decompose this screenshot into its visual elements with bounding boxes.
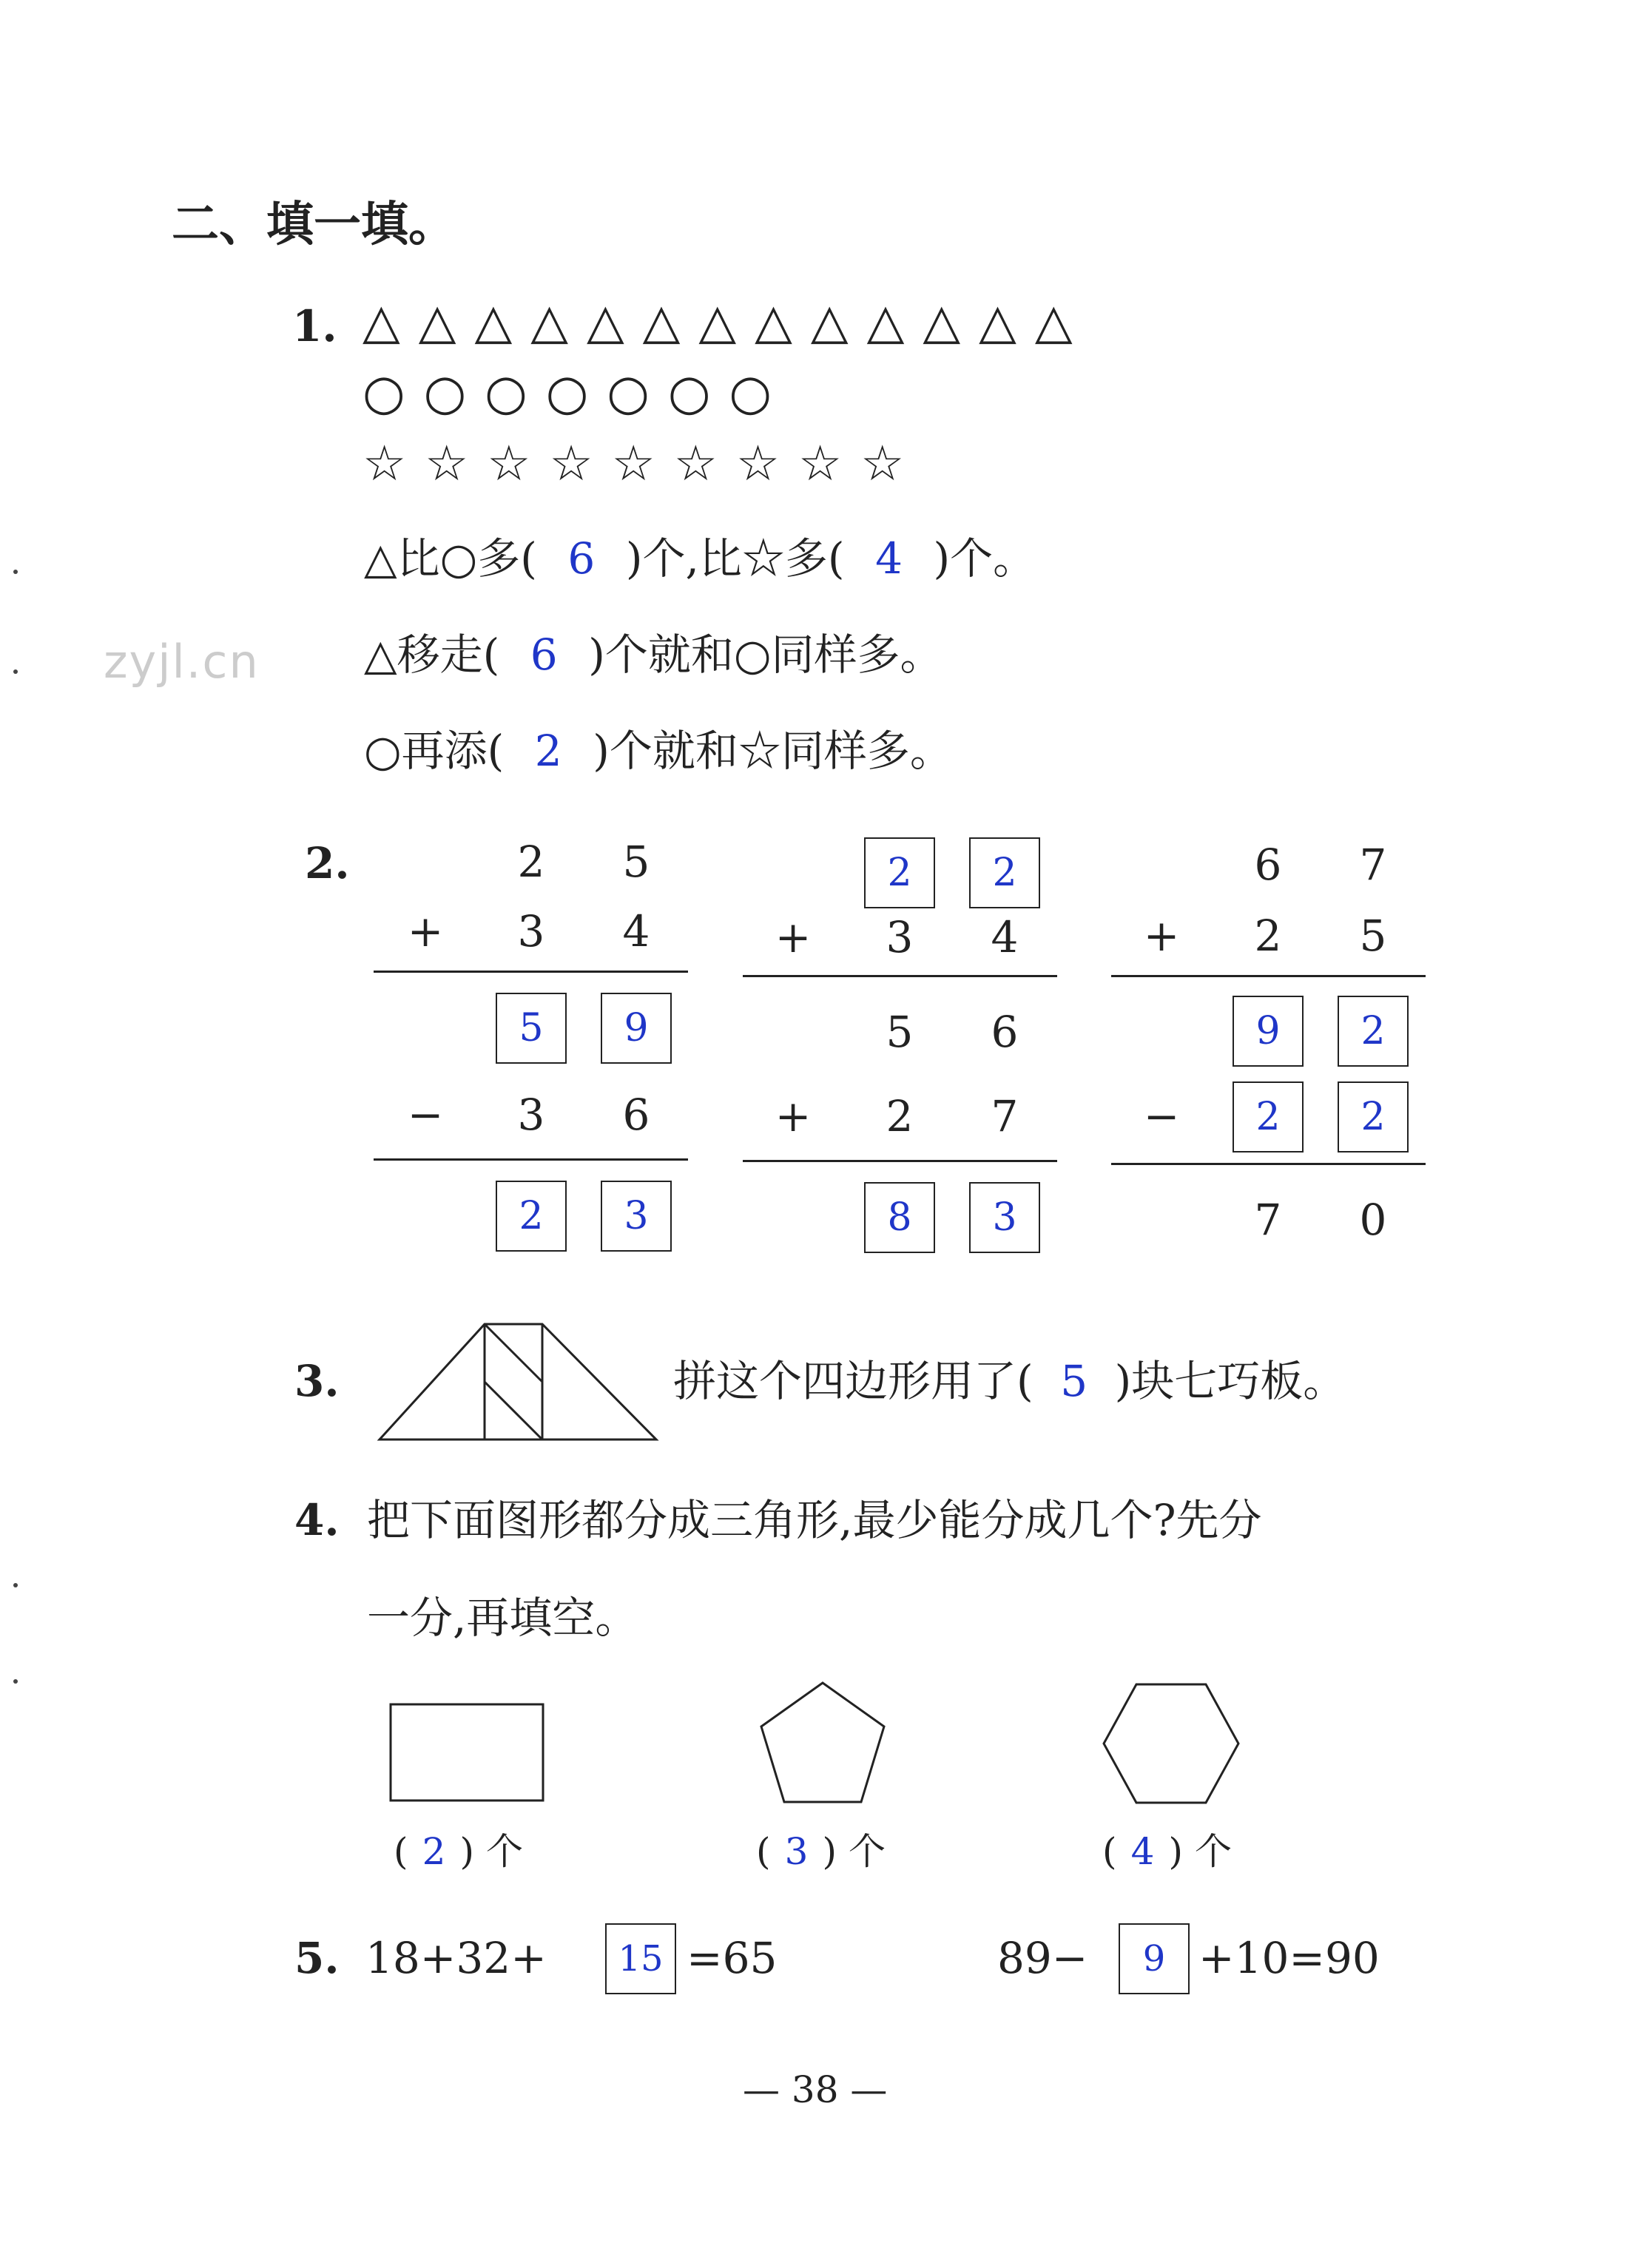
col1-top-ones: 5: [622, 837, 650, 887]
col1-sub-ones: 6: [622, 1090, 650, 1140]
pentagon-shape: [756, 1679, 889, 1808]
q4-label: 4.: [294, 1495, 340, 1545]
pentagon-answer: 3: [784, 1830, 809, 1873]
col2-plus-sign-2: +: [775, 1091, 812, 1141]
q4-line1: 把下面图形都分成三角形,最少能分成几个?先分: [367, 1495, 1262, 1545]
q1-line3: [364, 726, 953, 776]
col2-sub-tens: 2: [886, 1091, 914, 1141]
q5-eq1-left: 18+32+: [365, 1933, 547, 1983]
col2-mid-ones: 6: [991, 1007, 1019, 1057]
col3-rule-1: [1111, 975, 1426, 977]
page-number: — 38 —: [743, 2068, 888, 2111]
col2-sub-ones: 7: [991, 1091, 1019, 1141]
col3-res-tens: 7: [1254, 1195, 1282, 1245]
q1-line2-text-a: △移走(: [364, 630, 500, 680]
q4-rectangle-answer: ( 2 ) 个: [394, 1830, 523, 1873]
col1-rule-1: [374, 971, 688, 973]
rectangle-answer: 2: [422, 1830, 446, 1873]
col1-minus-sign: −: [407, 1090, 444, 1140]
q4-line2: 一分,再填空。: [367, 1593, 638, 1643]
q1-answer-1: 6: [567, 533, 596, 584]
q5-eq2-right: +10=90: [1198, 1933, 1380, 1983]
q3-text: [673, 1356, 1346, 1406]
col2-rule-1: [743, 975, 1057, 977]
col3-mid-tens-box: 9: [1233, 996, 1304, 1067]
q1-line1: [364, 533, 1036, 584]
q1-line1-text-c: )个。: [933, 533, 1036, 584]
q1-line1-text-a: △比○多(: [364, 533, 537, 584]
watermark: zyjl.cn: [104, 635, 260, 689]
hexagon-answer: 4: [1130, 1830, 1155, 1873]
col3-sub-tens-box: 2: [1233, 1081, 1304, 1152]
col1-add-tens: 3: [517, 906, 545, 956]
q3-text-b: )块七巧板。: [1114, 1356, 1346, 1406]
hexagon-unit: 个: [1194, 1830, 1232, 1873]
col3-rule-2: [1111, 1163, 1426, 1165]
q2-label: 2.: [305, 838, 350, 888]
q1-answer-3: 6: [530, 630, 558, 680]
col2-rule-2: [743, 1160, 1057, 1162]
q1-label: 1.: [292, 301, 337, 351]
col1-res-tens-box: 2: [496, 1181, 567, 1252]
q4-pentagon-answer: ( 3 ) 个: [756, 1830, 886, 1873]
col2-add-ones: 4: [991, 912, 1019, 962]
col2-res-ones-box: 3: [969, 1182, 1040, 1253]
col1-add-ones: 4: [622, 906, 650, 956]
q1-line1-text-b: )个,比☆多(: [625, 533, 845, 584]
q5-label: 5.: [294, 1933, 340, 1983]
q1-answer-4: 2: [534, 726, 562, 776]
col3-add-tens: 2: [1254, 911, 1282, 961]
q3-label: 3.: [294, 1356, 340, 1406]
col1-mid-ones-box: 9: [601, 993, 672, 1064]
col2-top-tens-box: 2: [864, 837, 935, 908]
scan-dot: [13, 570, 18, 574]
scan-dot: [13, 1583, 18, 1587]
q5-eq1-right: =65: [687, 1933, 778, 1983]
col3-add-ones: 5: [1359, 911, 1387, 961]
pentagon-unit: 个: [848, 1830, 886, 1873]
col3-top-ones: 7: [1359, 840, 1387, 890]
star-row: ☆ ☆ ☆ ☆ ☆ ☆ ☆ ☆ ☆: [363, 435, 906, 492]
col1-sub-tens: 3: [517, 1090, 545, 1140]
rectangle-shape: [388, 1701, 547, 1805]
col1-mid-tens-box: 5: [496, 993, 567, 1064]
q5-eq2-left: 89−: [997, 1933, 1088, 1983]
q1-line2: [364, 630, 943, 680]
col2-top-ones-box: 2: [969, 837, 1040, 908]
col1-top-tens: 2: [517, 837, 545, 887]
q1-answer-2: 4: [875, 533, 903, 584]
q3-text-a: 拼这个四边形用了(: [673, 1356, 1034, 1406]
col1-res-ones-box: 3: [601, 1181, 672, 1252]
col1-rule-2: [374, 1158, 688, 1161]
col2-res-tens-box: 8: [864, 1182, 935, 1253]
col3-mid-ones-box: 2: [1338, 996, 1409, 1067]
col2-mid-tens: 5: [886, 1007, 914, 1057]
rectangle-unit: 个: [485, 1830, 523, 1873]
q5-eq2-answer-box: 9: [1119, 1923, 1190, 1994]
q1-line2-text-b: )个就和○同样多。: [588, 630, 943, 680]
col3-sub-ones-box: 2: [1338, 1081, 1409, 1152]
col3-plus-sign: +: [1143, 911, 1180, 961]
q1-line3-text-b: )个就和☆同样多。: [593, 726, 953, 776]
section-heading: 二、填一填。: [172, 197, 456, 252]
triangle-row: △ △ △ △ △ △ △ △ △ △ △ △ △: [363, 293, 1074, 350]
col3-minus-sign: −: [1143, 1091, 1180, 1141]
col3-res-ones: 0: [1359, 1195, 1387, 1245]
q5-eq1-answer-box: 15: [605, 1923, 676, 1994]
tangram-trapezoid-figure: [374, 1318, 662, 1444]
scan-dot: [13, 1679, 18, 1684]
q3-answer: 5: [1060, 1356, 1088, 1406]
circle-row: ○ ○ ○ ○ ○ ○ ○: [363, 364, 773, 421]
hexagon-shape: [1101, 1681, 1241, 1806]
scan-dot: [13, 669, 18, 674]
q1-line3-text-a: ○再添(: [364, 726, 505, 776]
q4-hexagon-answer: ( 4 ) 个: [1102, 1830, 1232, 1873]
col1-plus-sign: +: [407, 906, 444, 956]
col2-add-tens: 3: [886, 912, 914, 962]
col2-plus-sign: +: [775, 912, 812, 962]
col3-top-tens: 6: [1254, 840, 1282, 890]
